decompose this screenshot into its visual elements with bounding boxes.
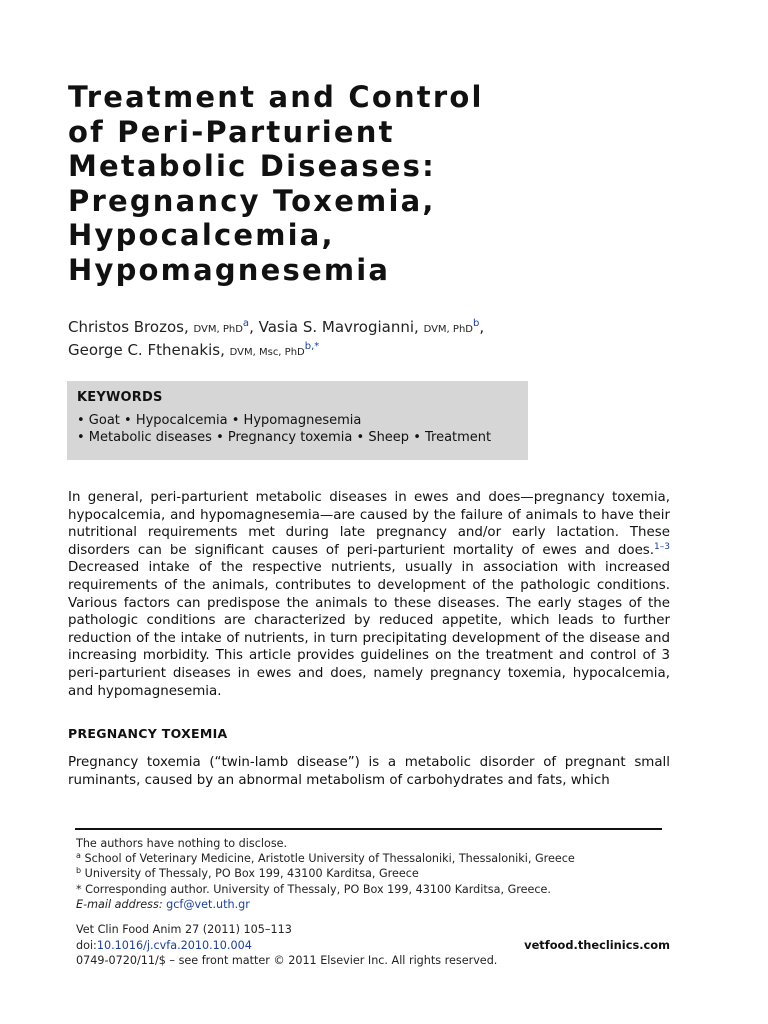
- author-degree: DVM, Msc, PhD: [229, 347, 305, 358]
- author-name: George C. Fthenakis,: [68, 341, 225, 359]
- section-paragraph: Pregnancy toxemia (“twin-lamb disease”) is a metabolic disorder of pregnant small ruminants, caused by an abnormal metabolism of carbohydrates and fats, which: [68, 755, 670, 788]
- title-line: Pregnancy Toxemia,: [68, 183, 436, 218]
- author-name: Vasia S. Mavrogianni,: [258, 318, 419, 336]
- author-name: Christos Brozos,: [68, 318, 189, 336]
- doi-line: doi:10.1016/j.cvfa.2010.10.004 vetfood.theclinics.com: [76, 937, 670, 952]
- corresponding-author: * Corresponding author. University of Thessaly, PO Box 199, 43100 Karditsa, Greece.: [76, 882, 551, 896]
- footnotes: [76, 836, 676, 912]
- author-line-1: Christos Brozos, DVM, PhD$^a$, Vasia S. Mavrogianni, DVM, PhD$^b$,: [68, 318, 485, 336]
- keywords-line: • Goat • Hypocalcemia • Hypomagnesemia: [77, 413, 362, 428]
- title-line: Hypomagnesemia: [68, 252, 391, 287]
- citation-link[interactable]: 1–3: [654, 541, 670, 552]
- footnote-divider: [75, 828, 662, 830]
- affiliation-marker[interactable]: b: [472, 318, 480, 329]
- article-title: [68, 80, 688, 288]
- affiliation-b: $^b$ University of Thessaly, PO Box 199, 43100 Karditsa, Greece: [76, 866, 419, 881]
- affiliation-marker[interactable]: b,*: [304, 341, 320, 352]
- copyright-line: 0749-0720/11/$ – see front matter © 2011 Elsevier Inc. All rights reserved.: [76, 954, 498, 968]
- title-line: Hypocalcemia,: [68, 218, 335, 253]
- author-degree: DVM, PhD: [423, 324, 473, 335]
- journal-citation: Vet Clin Food Anim 27 (2011) 105–113: [76, 923, 292, 936]
- title-line: of Peri-Parturient: [68, 114, 395, 149]
- journal-info: [76, 922, 670, 969]
- keywords-box: [67, 381, 528, 460]
- email-link[interactable]: gcf@vet.uth.gr: [166, 897, 250, 911]
- keywords-line: • Metabolic diseases • Pregnancy toxemia • Sheep • Treatment: [77, 430, 492, 445]
- author-list: [68, 317, 688, 363]
- affiliation-a: $^a$ School of Veterinary Medicine, Aristotle University of Thessaloniki, Thessaloniki, Greece: [76, 851, 575, 866]
- title-line: Metabolic Diseases:: [68, 149, 436, 184]
- author-line-2: [68, 340, 688, 363]
- affiliation-marker[interactable]: a: [242, 318, 250, 329]
- website-link[interactable]: vetfood.theclinics.com: [524, 937, 670, 952]
- keywords-heading: KEYWORDS: [77, 390, 163, 405]
- section-heading: PREGNANCY TOXEMIA: [68, 726, 228, 741]
- author-degree: DVM, PhD: [193, 324, 243, 335]
- email-line: E-mail address: gcf@vet.uth.gr: [76, 897, 250, 911]
- doi-link[interactable]: 10.1016/j.cvfa.2010.10.004: [96, 938, 252, 952]
- title-line: Treatment and Control: [68, 80, 484, 114]
- intro-paragraph: In general, peri-parturient metabolic diseases in ewes and does—pregnancy toxemia, hypocalcemia, and hypomagnesemia—are caused by the failure of animals to have their nutritional requirements met during late pregnancy and/or early lactation. These disorders can be significant causes of peri-parturient mortality of ewes and does.$^{1-3}$ Decreased intake of the respective nutrients, usually in association with increased requirements of the animals, contributes to development of the pathologic conditions. Various factors can predispose the animals to these diseases. The early stages of the pathologic conditions are characterized by reduced appetite, which leads to further reduction of the intake of nutrients, in turn precipitating development of the disease and increasing morbidity. This article provides guidelines on the treatment and control of 3 peri-parturient diseases in ewes and does, namely pregnancy toxemia, hypocalcemia, and hypomagnesemia.: [68, 490, 670, 699]
- disclosure-note: The authors have nothing to disclose.: [76, 837, 288, 850]
